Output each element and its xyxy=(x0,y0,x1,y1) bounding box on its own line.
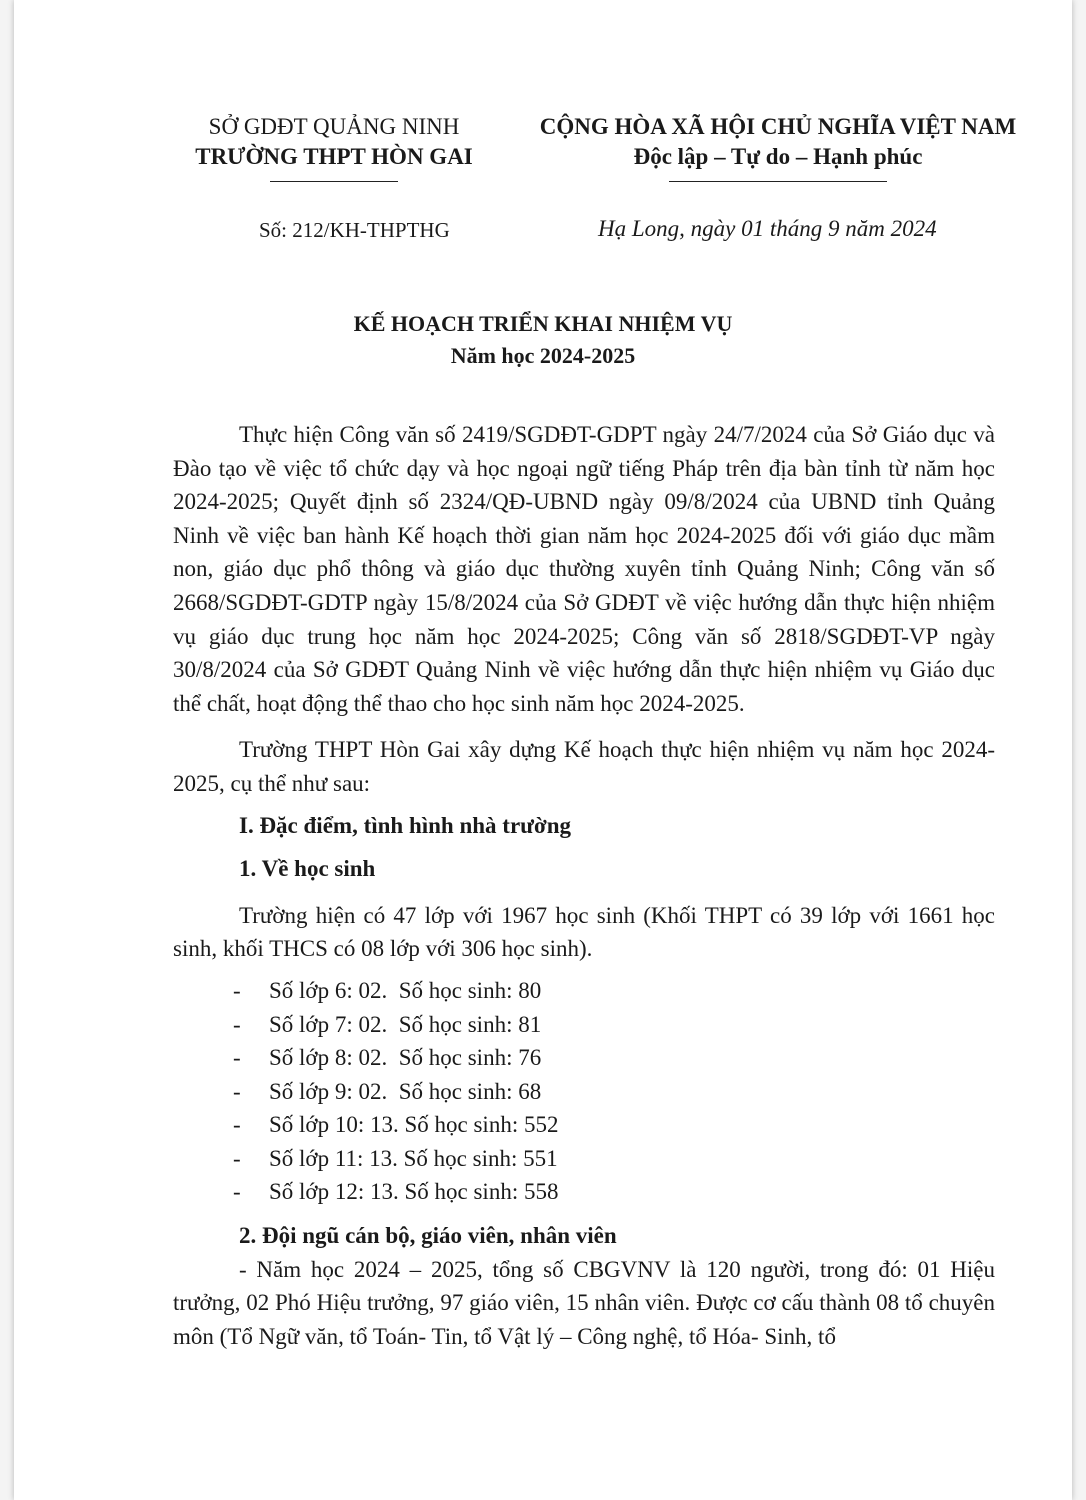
issuer-school: TRƯỜNG THPT HÒN GAI xyxy=(195,144,473,169)
class-list xyxy=(173,974,995,1209)
list-item-text: Số lớp 9: 02. Số học sinh: 68 xyxy=(269,1078,542,1104)
title-main: KẾ HOẠCH TRIỂN KHAI NHIỆM VỤ xyxy=(353,311,733,336)
document-title xyxy=(14,308,1072,372)
list-item: - Số lớp 9: 02. Số học sinh: 68 xyxy=(233,1078,542,1104)
national-header xyxy=(508,112,1048,182)
national-motto: Độc lập – Tự do – Hạnh phúc xyxy=(633,144,923,169)
subsection-heading-staff: 2. Đội ngũ cán bộ, giáo viên, nhân viên xyxy=(239,1223,617,1249)
place-date: Hạ Long, ngày 01 tháng 9 năm 2024 xyxy=(598,216,937,241)
issuer-underline xyxy=(270,181,398,182)
list-item-text: Số lớp 7: 02. Số học sinh: 81 xyxy=(269,1011,542,1037)
reference-number: Số: 212/KH-THPTHG xyxy=(259,218,450,242)
motto-underline xyxy=(669,181,887,182)
subsection-heading-students: 1. Về học sinh xyxy=(239,856,376,882)
title-sub: Năm học 2024-2025 xyxy=(450,343,636,368)
staff-paragraph: - Năm học 2024 – 2025, tổng số CBGVNV là 120 người, trong đó: 01 Hiệu trưởng, 02 Phó Hiệu trưởng, 97 giáo viên, 15 nhân viên. Được cơ cấu thành 08 tổ chuyên môn (Tổ Ngữ văn, tổ Toán- Tin, tổ Vật lý – Công nghệ, tổ Hóa- Sinh, tổ xyxy=(173,1256,995,1349)
list-item: - Số lớp 11: 13. Số học sinh: 551 xyxy=(233,1145,558,1171)
students-paragraph: Trường hiện có 47 lớp với 1967 học sinh (Khối THPT có 39 lớp với 1661 học sinh, khối THCS có 08 lớp với 306 học sinh). xyxy=(173,902,995,962)
list-item-text: Số lớp 12: 13. Số học sinh: 558 xyxy=(269,1179,559,1205)
document-page xyxy=(14,0,1072,1500)
list-item: - Số lớp 7: 02. Số học sinh: 81 xyxy=(233,1011,542,1037)
issuer-block xyxy=(164,112,504,182)
intro-paragraph: Thực hiện Công văn số 2419/SGDĐT-GDPT ngày 24/7/2024 của Sở Giáo dục và Đào tạo về việc tổ chức dạy và học ngoại ngữ tiếng Pháp trên địa bàn tỉnh từ năm học 2024-2025; Quyết định số 2324/QĐ-UBND ngày 09/8/2024 của UBND tỉnh Quảng Ninh về việc ban hành Kế hoạch thời gian năm học 2024-2025 đối với giáo dục mầm non, giáo dục phổ thông và giáo dục thường xuyên tỉnh Quảng Ninh; Công văn số 2668/SGDĐT-GDTP ngày 15/8/2024 của Sở GDĐT về việc hướng dẫn thực hiện nhiệm vụ giáo dục trung học năm học 2024-2025; Công văn số 2818/SGDĐT-VP ngày 30/8/2024 của Sở GDĐT Quảng Ninh về việc hướng dẫn thực hiện nhiệm vụ Giáo dục thể chất, hoạt động thể thao cho học sinh năm học 2024-2025. xyxy=(173,422,995,716)
list-item: - Số lớp 6: 02. Số học sinh: 80 xyxy=(233,977,542,1003)
list-item-text: Số lớp 11: 13. Số học sinh: 551 xyxy=(269,1145,558,1171)
list-item: - Số lớp 12: 13. Số học sinh: 558 xyxy=(233,1179,559,1205)
nation-name: CỘNG HÒA XÃ HỘI CHỦ NGHĨA VIỆT NAM xyxy=(539,114,1017,139)
issuer-org: SỞ GDĐT QUẢNG NINH xyxy=(208,114,460,139)
list-item-text: Số lớp 6: 02. Số học sinh: 80 xyxy=(269,977,542,1003)
document-body xyxy=(173,418,995,1353)
list-item: - Số lớp 10: 13. Số học sinh: 552 xyxy=(233,1112,559,1138)
list-item: - Số lớp 8: 02. Số học sinh: 76 xyxy=(233,1045,542,1071)
plan-paragraph: Trường THPT Hòn Gai xây dựng Kế hoạch thực hiện nhiệm vụ năm học 2024-2025, cụ thể như sau: xyxy=(173,737,995,796)
list-item-text: Số lớp 8: 02. Số học sinh: 76 xyxy=(269,1045,542,1071)
list-item-text: Số lớp 10: 13. Số học sinh: 552 xyxy=(269,1112,559,1138)
section-heading: I. Đặc điểm, tình hình nhà trường xyxy=(239,812,571,838)
